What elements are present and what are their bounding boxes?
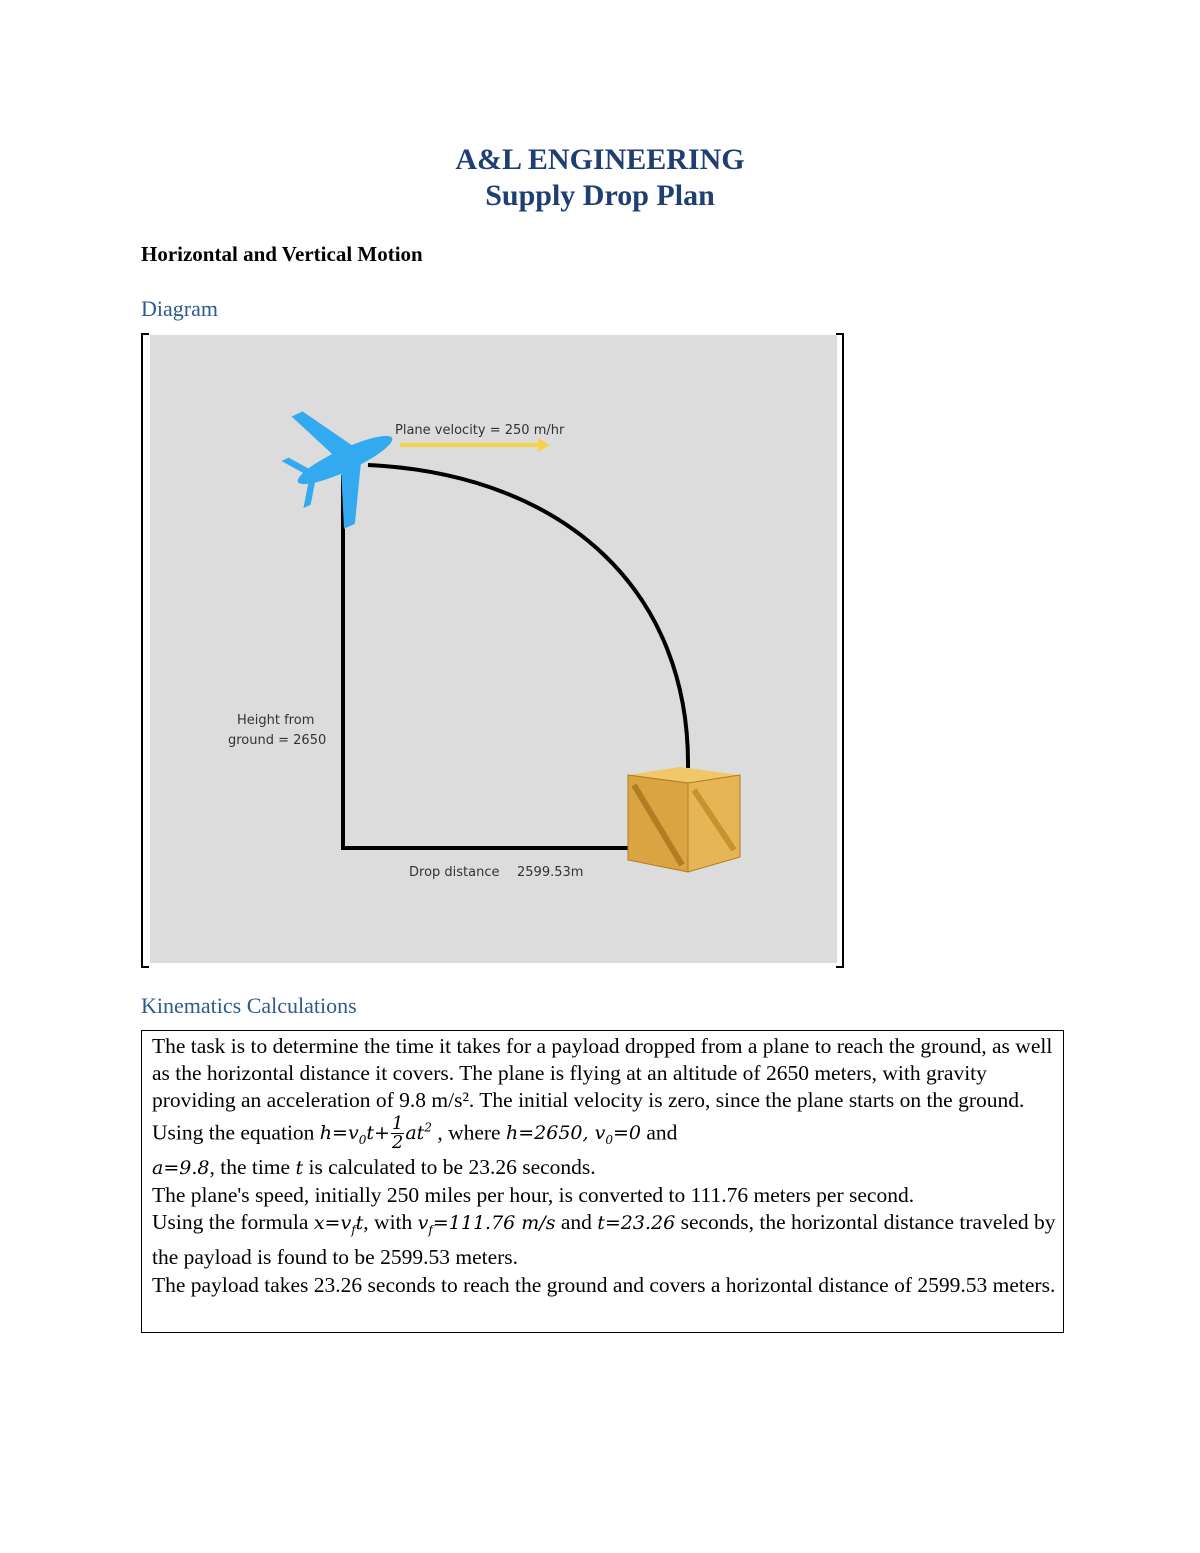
text: The task is to determine the time it takes for a payload dropped from a plane to reach the ground, as well as the horizontal distance it covers. The plane is flying at an altitude of 2650 meters, with gravity providing an acceleration of 9.8 m/s². The initial velocity is zero, since the plane starts on the ground. Using the equation: [152, 1034, 1053, 1144]
company-title: A&L ENGINEERING: [455, 143, 745, 176]
text: and: [640, 1119, 678, 1144]
variable-t: t: [295, 1156, 304, 1179]
equation-values: [505, 1121, 641, 1147]
text: , the time: [209, 1154, 296, 1179]
eq-sub: f: [428, 1223, 433, 1238]
paragraph-4: The payload takes 23.26 seconds to reach the ground and covers a horizontal distance of 2599.53 meters.: [152, 1272, 1056, 1297]
eq-part: h=v: [319, 1121, 359, 1144]
eq-part: at: [405, 1121, 425, 1144]
section-title: Horizontal and Vertical Motion: [141, 242, 423, 266]
height-label-line2: ground = 2650: [228, 733, 327, 748]
eq-sub: f: [351, 1223, 356, 1238]
eq-sup: 2: [424, 1120, 432, 1135]
eq-sub: 0: [605, 1132, 613, 1147]
paragraph-2: The plane's speed, initially 250 miles per hour, is converted to 111.76 meters per second.: [152, 1183, 915, 1208]
equation-velocity: [417, 1212, 556, 1238]
eq-part: x=v: [313, 1212, 352, 1235]
kinematics-text-box: [141, 1030, 1064, 1333]
equation-motion: [319, 1113, 432, 1154]
numerator: 1: [391, 1113, 404, 1135]
drop-distance-value: 2599.53m: [517, 865, 584, 880]
supply-drop-diagram: [150, 335, 837, 963]
text: , with: [363, 1210, 418, 1235]
text: Using the formula: [152, 1210, 314, 1235]
text: seconds, the horizontal distance traveled by the payload is found to be 2599.53 meters.: [152, 1210, 1056, 1270]
velocity-arrow: [400, 438, 550, 452]
drop-distance-label: Drop distance: [409, 865, 500, 880]
eq-part: v: [417, 1212, 429, 1235]
eq-part: =111.76 m/s: [432, 1212, 556, 1235]
fraction: [391, 1115, 404, 1152]
paragraph-1: [152, 1033, 1057, 1182]
diagram-heading: Diagram: [141, 296, 218, 321]
text: is calculated to be 23.26 seconds.: [303, 1154, 596, 1179]
paragraph-3: [152, 1209, 1057, 1271]
denominator: 2: [391, 1132, 404, 1154]
eq-part: t: [355, 1212, 364, 1235]
frame-bracket-right: [836, 333, 844, 968]
eq-sub: 0: [358, 1132, 367, 1147]
eq-part: h=2650, v: [505, 1121, 606, 1144]
equation-time: t=23.26: [597, 1212, 676, 1235]
velocity-label: Plane velocity = 250 m/hr: [395, 423, 565, 438]
equation-accel: a=9.8: [152, 1156, 210, 1179]
equation-distance: [313, 1212, 364, 1238]
text: , where: [431, 1119, 506, 1144]
text: and: [555, 1210, 598, 1235]
crate-icon: [628, 767, 740, 872]
eq-part: t+: [366, 1121, 390, 1144]
eq-part: =0: [612, 1121, 641, 1144]
frame-bracket-left: [141, 333, 149, 968]
kinematics-heading: Kinematics Calculations: [141, 993, 357, 1018]
height-label-line1: Height from: [237, 713, 315, 728]
document-subtitle: Supply Drop Plan: [485, 179, 715, 212]
